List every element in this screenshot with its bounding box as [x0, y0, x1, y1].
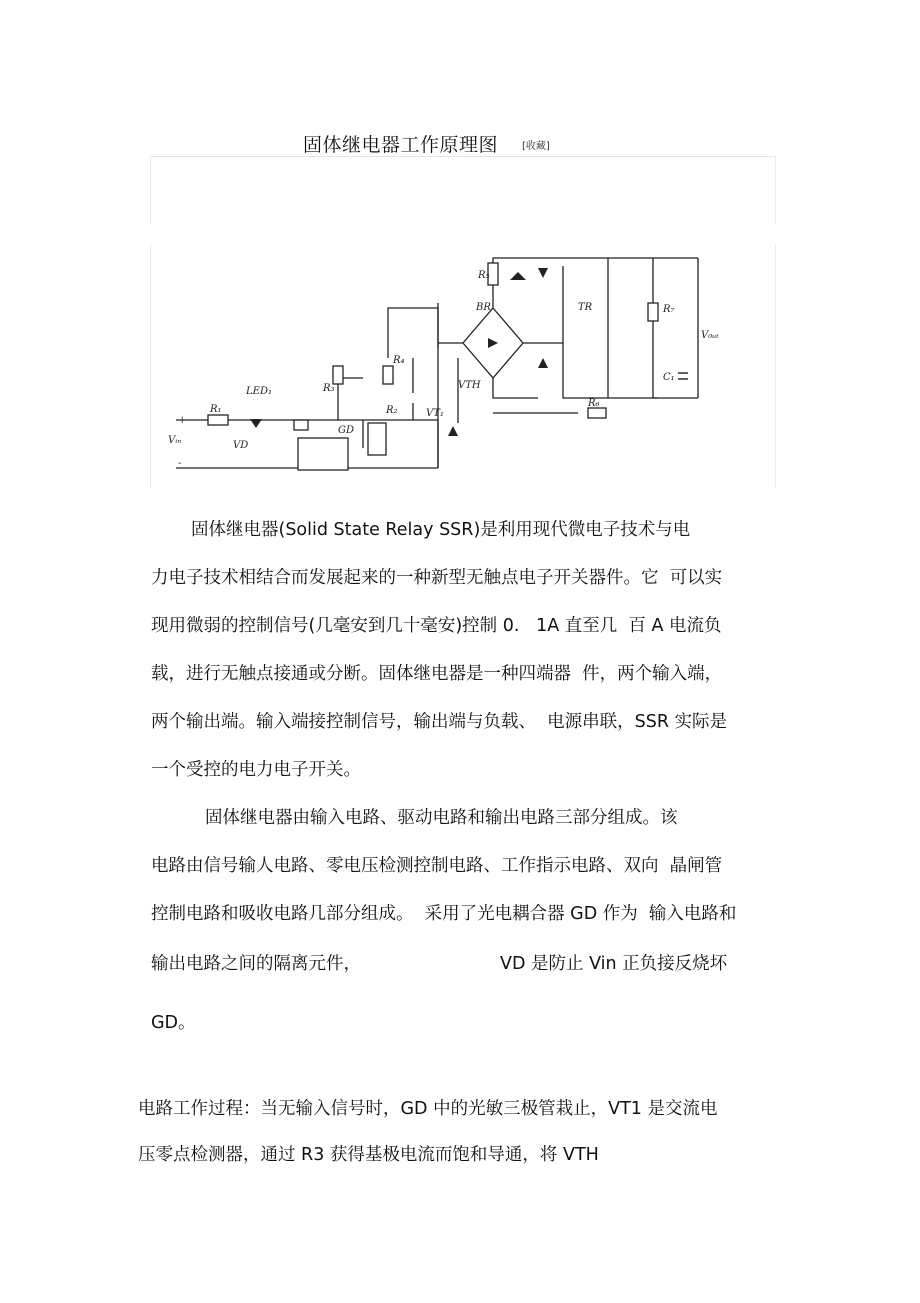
paragraph-1-line-2: 力电子技术相结合而发展起来的一种新型无触点电子开关器件。它 可以实: [151, 568, 723, 588]
paragraph-2-line-5: VD 是防止 Vin 正负接反烧坏: [500, 954, 728, 974]
label-br: BR: [476, 302, 491, 313]
paragraph-1-line-3: 现用微弱的控制信号(几毫安到几十毫安)控制 0. 1A 直至几 百 A 电流负: [151, 616, 722, 636]
label-vin: Vᵢₙ: [168, 435, 182, 446]
label-vd: VD: [233, 440, 249, 451]
label-r7: R₇: [663, 304, 675, 315]
label-led: LED₁: [246, 386, 272, 397]
ssr-circuit-diagram: [158, 248, 720, 484]
label-vth: VTH: [458, 380, 481, 391]
paragraph-1-line-5: 两个输出端。输入端接控制信号，输出端与负载、 电源串联，SSR 实际是: [151, 712, 728, 732]
label-tr: TR: [578, 302, 593, 313]
label-r3: R₃: [323, 383, 335, 394]
label-r5: R₅: [478, 270, 490, 281]
paragraph-2-line-3: 控制电路和吸收电路几部分组成。 采用了光电耦合器 GD 作为 输入电路和: [151, 904, 737, 924]
label-gd: GD: [338, 425, 355, 436]
label-r2: R₂: [386, 405, 398, 416]
paragraph-1-line-4: 载，进行无触点接通或分断。固体继电器是一种四端器 件，两个输入端，: [151, 664, 723, 684]
blank-frame: [150, 156, 776, 225]
paragraph-2-line-6: GD。: [151, 1013, 196, 1033]
label-plus: +: [178, 415, 187, 426]
label-vt1: VT₁: [426, 408, 444, 419]
paragraph-2-line-1: 固体继电器由输入电路、驱动电路和输出电路三部分组成。该: [205, 808, 678, 828]
label-r1: R₁: [210, 404, 222, 415]
paragraph-1-line-1: 固体继电器(Solid State Relay SSR)是利用现代微电子技术与电: [191, 520, 691, 540]
paragraph-2-line-2: 电路由信号输人电路、零电压检测控制电路、工作指示电路、双向 晶闸管: [151, 856, 723, 876]
paragraph-2-line-4: 输出电路之间的隔离元件，: [151, 954, 361, 974]
label-minus: -: [178, 458, 182, 469]
page-title: 固体继电器工作原理图: [303, 134, 499, 156]
label-vout: V₀ᵤₜ: [701, 330, 719, 341]
favorite-link[interactable]: [收藏]: [522, 141, 550, 152]
paragraph-3-line-1: 电路工作过程：当无输入信号时，GD 中的光敏三极管栽止，VT1 是交流电: [138, 1099, 718, 1119]
paragraph-1-line-6: 一个受控的电力电子开关。: [151, 760, 361, 780]
label-r6: R₆: [588, 398, 600, 409]
label-c1: C₁: [663, 372, 675, 383]
label-r4: R₄: [393, 355, 405, 366]
paragraph-3-line-2: 压零点检测器，通过 R3 获得基极电流而饱和导通，将 VTH: [138, 1145, 599, 1165]
